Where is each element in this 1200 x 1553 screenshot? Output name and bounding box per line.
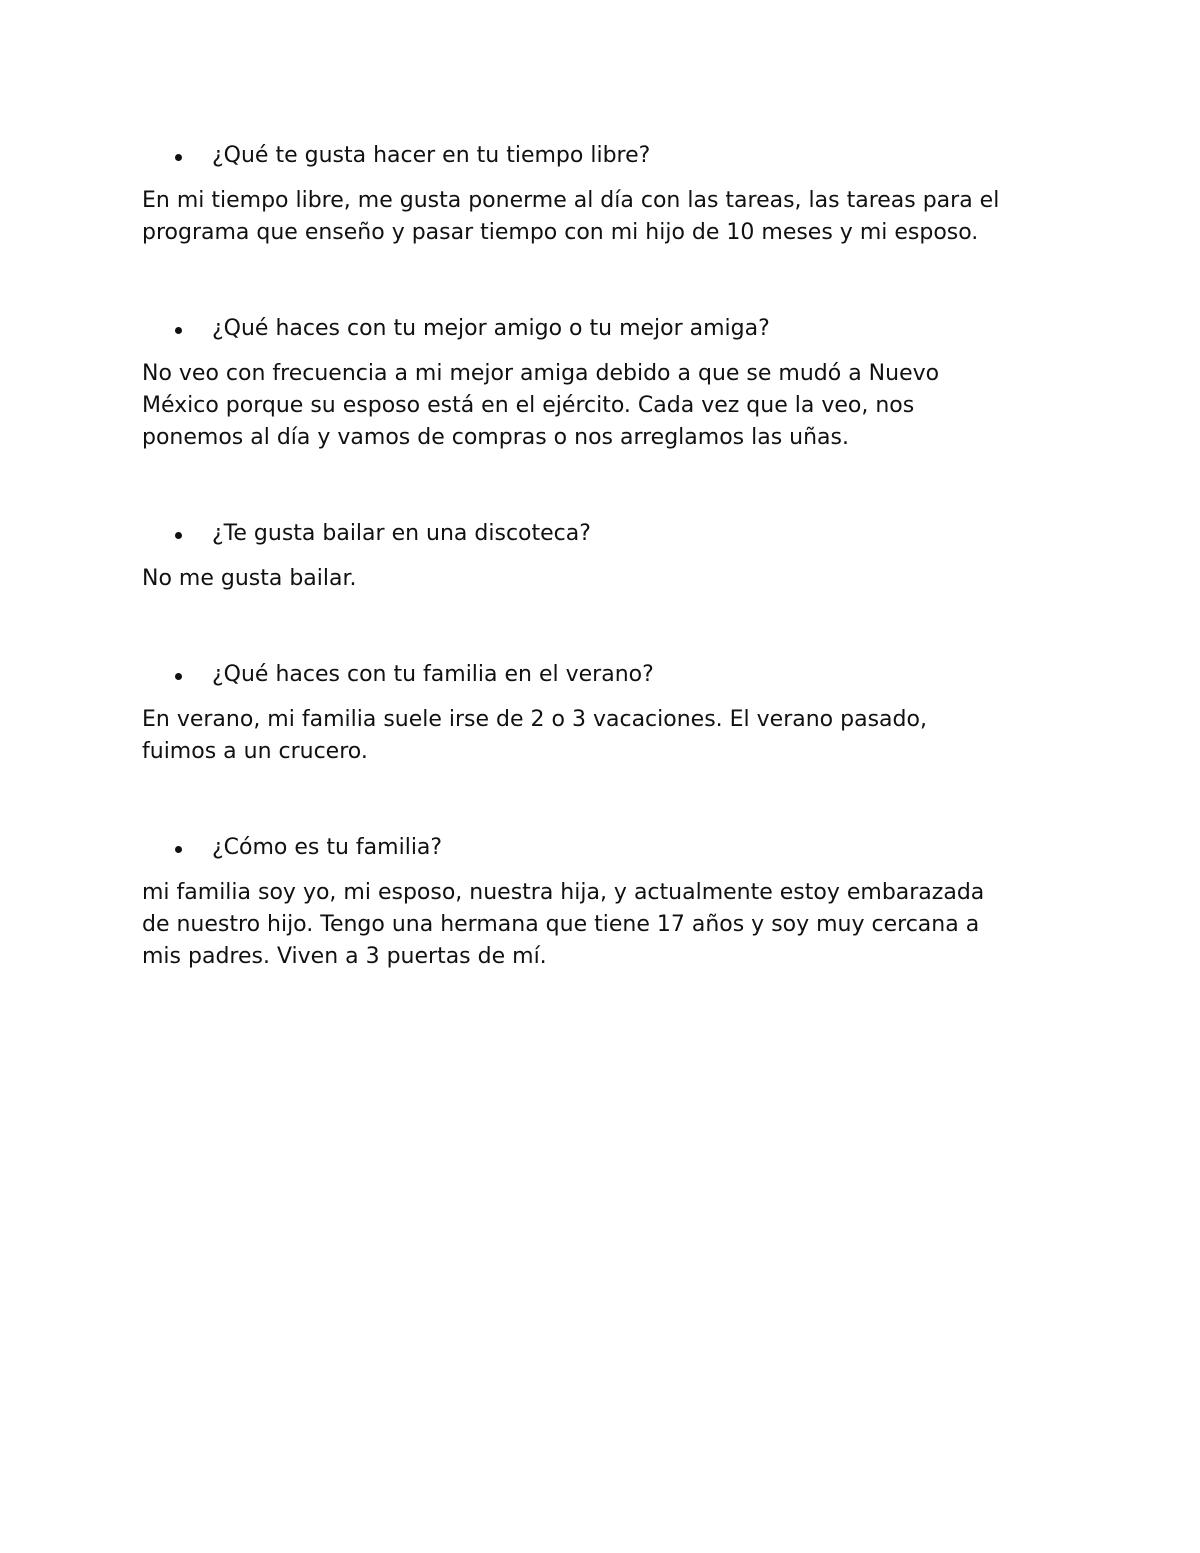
- qa-block-best-friend: [142, 313, 1072, 454]
- paragraph-spacer: [142, 768, 1072, 832]
- question-text: ¿Te gusta bailar en una discoteca?: [212, 521, 591, 546]
- bullet-icon: [175, 327, 182, 334]
- answer-line: México porque su esposo está en el ejército. Cada vez que la veo, nos: [142, 393, 915, 418]
- question-text: ¿Cómo es tu familia?: [212, 835, 443, 860]
- answer-paragraph: [142, 358, 1072, 454]
- answer-paragraph: [142, 185, 1072, 249]
- answer-line: programa que enseño y pasar tiempo con mi hijo de 10 meses y mi esposo.: [142, 220, 979, 245]
- answer-line: ponemos al día y vamos de compras o nos arreglamos las uñas.: [142, 425, 849, 450]
- answer-paragraph: [142, 704, 1072, 768]
- answer-line: No veo con frecuencia a mi mejor amiga debido a que se mudó a Nuevo: [142, 361, 940, 386]
- qa-block-family: [142, 832, 1072, 973]
- answer-line: En mi tiempo libre, me gusta ponerme al día con las tareas, las tareas para el: [142, 188, 1000, 213]
- bullet-icon: [175, 673, 182, 680]
- paragraph-spacer: [142, 454, 1072, 518]
- paragraph-spacer: [142, 249, 1072, 313]
- answer-line: mis padres. Viven a 3 puertas de mí.: [142, 944, 547, 969]
- answer-line: de nuestro hijo. Tengo una hermana que tiene 17 años y soy muy cercana a: [142, 912, 980, 937]
- qa-block-summer: [142, 659, 1072, 768]
- question-item: [142, 313, 1072, 345]
- question-item: [142, 140, 1072, 172]
- question-text: ¿Qué haces con tu familia en el verano?: [212, 662, 654, 687]
- document-body: [142, 140, 1072, 973]
- question-item: [142, 832, 1072, 864]
- answer-line: En verano, mi familia suele irse de 2 o 3 vacaciones. El verano pasado,: [142, 707, 927, 732]
- answer-line: No me gusta bailar.: [142, 566, 357, 591]
- question-item: [142, 659, 1072, 691]
- answer-paragraph: [142, 563, 1072, 595]
- answer-line: mi familia soy yo, mi esposo, nuestra hija, y actualmente estoy embarazada: [142, 880, 985, 905]
- qa-block-free-time: [142, 140, 1072, 249]
- answer-line: fuimos a un crucero.: [142, 739, 368, 764]
- question-text: ¿Qué te gusta hacer en tu tiempo libre?: [212, 143, 651, 168]
- question-text: ¿Qué haces con tu mejor amigo o tu mejor amiga?: [212, 316, 770, 341]
- paragraph-spacer: [142, 595, 1072, 659]
- bullet-icon: [175, 532, 182, 539]
- question-item: [142, 518, 1072, 550]
- qa-block-dance: [142, 518, 1072, 595]
- answer-paragraph: [142, 877, 1072, 973]
- bullet-icon: [175, 154, 182, 161]
- bullet-icon: [175, 846, 182, 853]
